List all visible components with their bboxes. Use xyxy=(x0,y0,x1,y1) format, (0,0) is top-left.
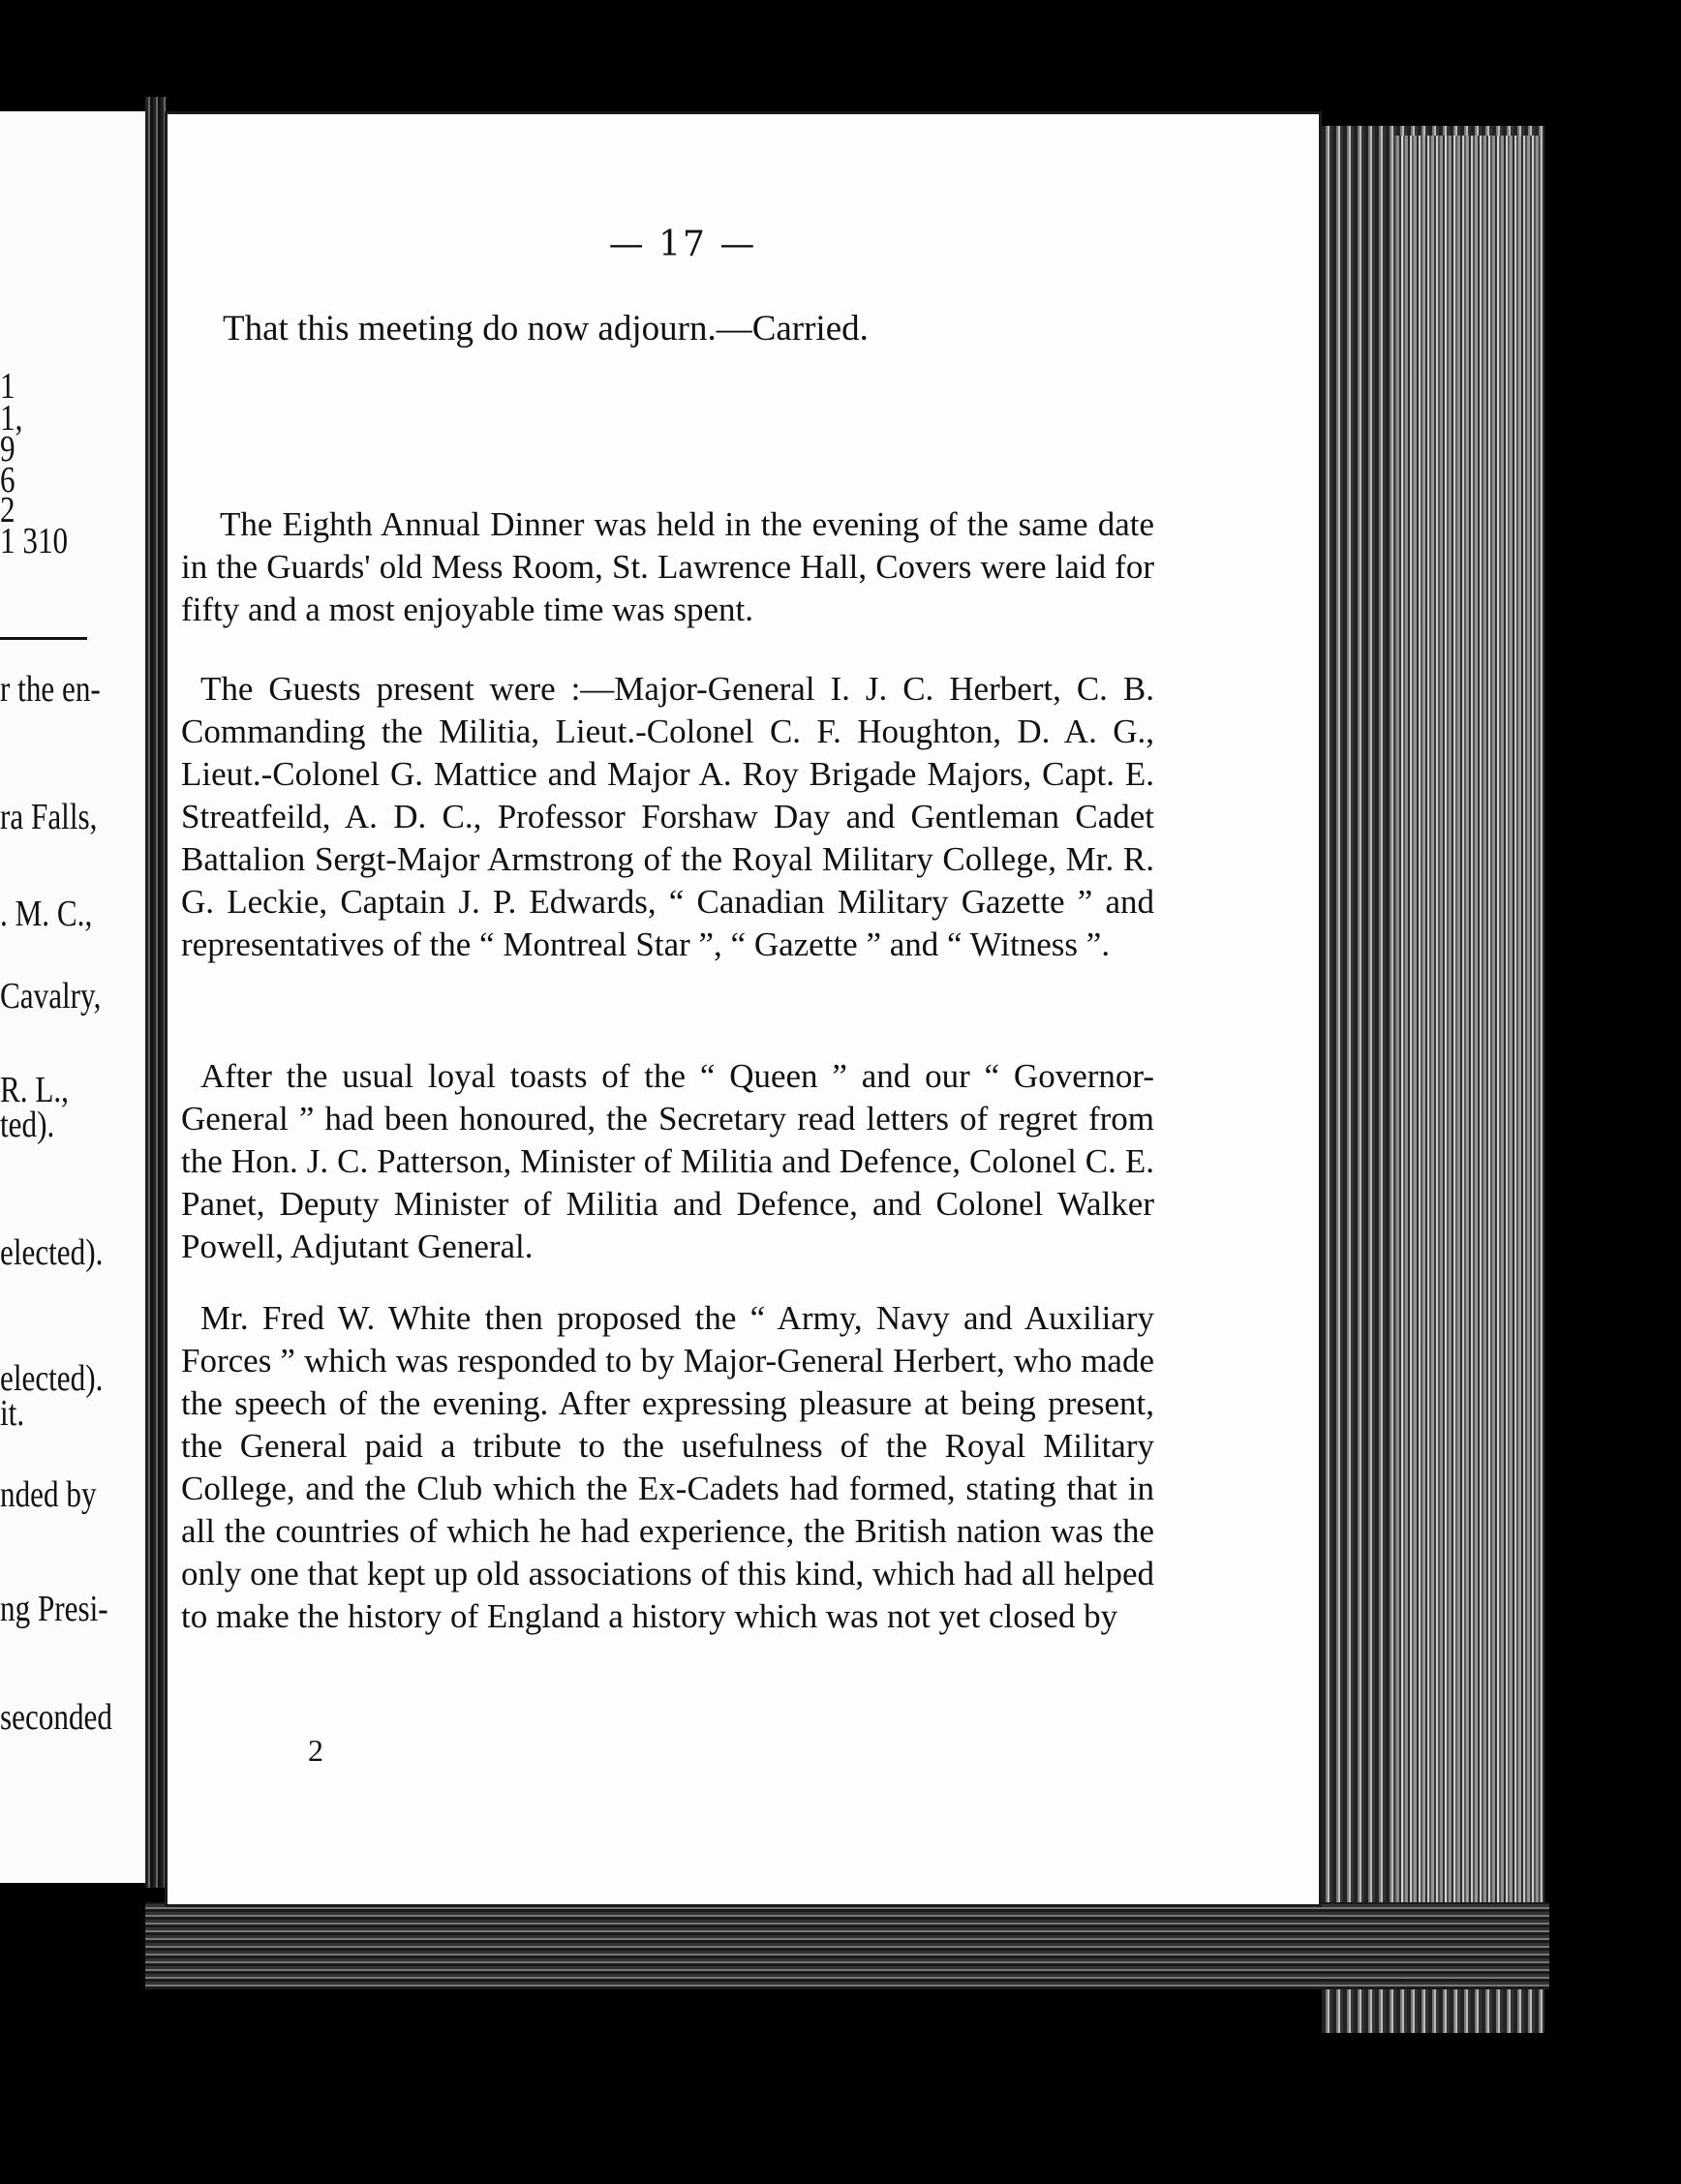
bottom-page-edges xyxy=(145,1902,1549,1989)
facing-page-line: Cavalry, xyxy=(0,976,102,1016)
paragraph: The Guests present were :—Major-General I. J. C. Herbert, C. B. Commanding the Militia, Lieut.-Colonel C. F. Houghton, D. A. G., Lieut.-Colonel G. Mattice and Major A. Roy Brigade Majors, Capt. E. Streatfeild, A. D. C., Professor Forshaw Day and Gentleman Cadet Battalion Sergt-Major Armstrong of the Royal Military College, Mr. R. G. Leckie, Captain J. P. Edwards, “ Canadian Military Gazette ” and representatives of the “ Montreal Star ”, “ Gazette ” and “ Witness ”. xyxy=(181,670,1154,963)
facing-page-line: ted). xyxy=(0,1105,55,1145)
paragraph: After the usual loyal toasts of the “ Queen ” and our “ Governor-General ” had been honoured, the Secretary read letters of regret from the Hon. J. C. Patterson, Minister of Militia and Defence, Colonel C. E. Panet, Deputy Minister of Militia and Defence, and Colonel Walker Powell, Adjutant General. xyxy=(181,1057,1154,1265)
paragraph: Mr. Fred W. White then proposed the “ Army, Navy and Auxiliary Forces ” which was responded to by Major-General Herbert, who made the speech of the evening. After expressing pleasure at being present, the General paid a tribute to the usefulness of the Royal Military College, and the Club which the Ex-Cadets had formed, stating that in all the countries of which he had experience, the British nation was the only one that kept up old associations of this kind, which had all helped to make the history of England a history which was not yet closed by xyxy=(181,1299,1154,1635)
facing-page-line: 9 xyxy=(0,429,15,470)
facing-page-line: seconded xyxy=(0,1697,112,1738)
book-spine xyxy=(145,97,167,1888)
facing-page-line: ra Falls, xyxy=(0,797,98,837)
facing-page-line: elected). xyxy=(0,1232,104,1273)
facing-page-line: 1, xyxy=(0,398,23,439)
facing-page-rule xyxy=(0,637,87,640)
facing-page-line: r the en- xyxy=(0,669,101,710)
page-number: — 17 — xyxy=(608,225,757,264)
signature-mark: 2 xyxy=(308,1733,323,1768)
page-edges-inner xyxy=(1394,136,1540,1907)
paragraph: The Eighth Annual Dinner was held in the evening of the same date in the Guards' old Mess Room, St. Lawrence Hall, Covers were laid for fifty and a most enjoyable time was spent. xyxy=(181,505,1154,628)
facing-page-line: ng Presi- xyxy=(0,1589,108,1629)
facing-page-line: elected). xyxy=(0,1358,104,1399)
facing-page-line: nded by xyxy=(0,1474,97,1515)
facing-page-line: 6 xyxy=(0,460,15,500)
facing-page xyxy=(0,111,153,1883)
facing-page-line: it. xyxy=(0,1393,25,1434)
adjourn-line: That this meeting do now adjourn.—Carried. xyxy=(223,309,869,349)
facing-page-line: 2 xyxy=(0,490,15,531)
facing-page-line: 1 xyxy=(0,366,15,407)
facing-page-line: 1 310 xyxy=(0,521,69,561)
facing-page-line: . M. C., xyxy=(0,894,93,934)
facing-page-line: R. L., xyxy=(0,1070,69,1110)
